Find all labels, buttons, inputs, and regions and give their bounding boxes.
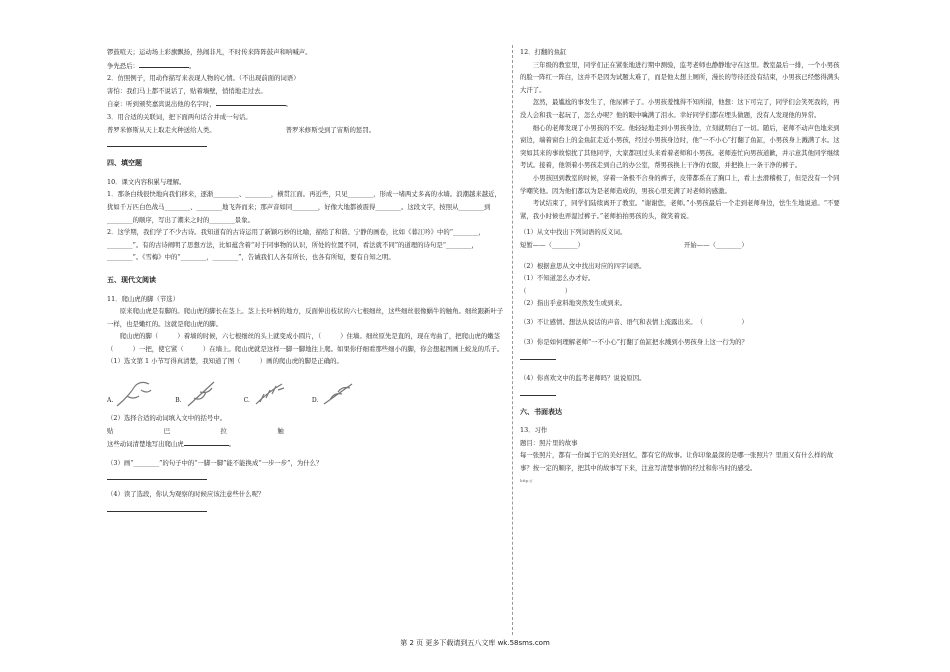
question: （1）从文中找出下列词语的反义词。 <box>520 228 627 237</box>
section-heading: 六、书面表达 <box>520 407 562 416</box>
sub-question: （2）指出乎意料地突然发生或到来。 <box>520 299 627 308</box>
page-footer: 第 2 页 更多下载请到五八文库 wk.58sms.com <box>400 639 550 647</box>
intro-line: 2．仿照例子，用动作描写来表现人物的心情。（不出现前面的词语） <box>107 74 300 83</box>
question: 2．这学期，我们学了不少古诗。我知道有的古诗运用了新颖巧妙的比喻，描绘了和谐、宁静的画卷，比如《暮江吟》中的“________，________”。有的古诗阐明了思想方法，比如蕴含着“对于同事物的认识，所处的位置不同，看法就不同”的道理的诗句是“________，________”。《雪梅》中的“________，________”，告诫我们人各有所长，也各有所短，要有自知之明。 <box>107 228 485 262</box>
option-d[interactable]: D. <box>312 378 361 408</box>
section-heading: 五、现代文阅读 <box>107 275 156 284</box>
answer-line[interactable] <box>107 469 207 480</box>
question: 11．爬山虎的脚（节选） <box>107 294 180 303</box>
option-b[interactable]: B. <box>175 378 223 408</box>
answer-line[interactable] <box>107 501 207 512</box>
left-column <box>107 46 507 512</box>
answer-paren[interactable]: （ ） <box>520 286 572 295</box>
column-divider <box>512 45 513 635</box>
question: （1）选文第 1 小节写得真清楚，我知道了图（ ）画的爬山虎的脚是正确的。 <box>107 357 343 366</box>
answer-line[interactable] <box>520 385 556 396</box>
question: 10．课文内容积累与理解。 <box>107 177 186 186</box>
paragraph: 考试结束了，同学们陆续离开了教室。“谢谢您，老师。”小男孩最后一个走到老师身边，怯生生地说道。“不要紧，我小时候也弄湿过裤子。”老师拍拍男孩的头，微笑着说。 <box>520 199 840 220</box>
question: （2）选择合适的动词填入文中的括号中。 <box>107 414 227 423</box>
section-heading: 四、填空题 <box>107 159 142 168</box>
vine-image-icon <box>320 378 360 408</box>
question: （4）你喜欢文中的监考老师吗？说说原因。 <box>520 374 646 383</box>
right-column <box>520 46 842 487</box>
vine-image-icon <box>184 378 224 408</box>
option-c[interactable]: C. <box>244 378 292 408</box>
answer-row[interactable]: 短暂——（________） 开始——（________） <box>520 240 748 249</box>
sub-question: （3）不让感情、想法从说话的声音、语气和表情上流露出来。 （ ） <box>520 317 748 326</box>
question: 1．那条白线很快地向我们移来，逐渐________、________，横贯江面。再近些，只见________，形成一堵两丈多高的水墙。浪潮越来越近，犹如千万匹白色战马________、________地飞奔而来；那声音如同________，好像大地都被震得________。这段文字，按照从________到________的顺序，写出了潮来之时的________景象。 <box>107 190 501 224</box>
option-a[interactable]: A. <box>107 378 155 408</box>
sub-question: （1）不知道怎么办才好。 <box>520 274 595 283</box>
paragraph: 爬山虎的脚（ ）着墙的时候，六七根细丝的头上就变成小圆片，（ ）住墙。细丝原先是直的，现在弯曲了，把爬山虎的嫩茎（ ）一把，使它紧（ ）在墙上。爬山虎就是这样一脚一脚地往上爬。如果你仔细看那些细小的脚，你会想起图画上蛟龙的爪子。 <box>107 332 504 353</box>
intro-line: 争先恐后： 。 <box>107 59 507 73</box>
answer-line[interactable] <box>107 136 207 147</box>
paragraph: 细心的老师发现了小男孩的不安。他轻轻地走到小男孩身边，立刻就明白了一切。随后，老师不动声色地来到窗边，端着窗台上的金鱼缸走近小男孩，经过小男孩身边时，他“一不小心”打翻了鱼缸，小男孩身上溅满了水。这突如其来的事故惊扰了其他同学，大家都回过头来看着老师和小男孩。老师连忙向男孩道歉，并示意其他同学继续考试。接着，他领着小男孩走到自己的办公室，帮男孩换上干净的衣服，并把换上一条干净的裤子。 <box>520 123 840 170</box>
intro-line: 3．用合适的关联词，把下面两句话合并成一句话。 <box>107 112 252 121</box>
intro-line: 普罗米修斯从天上取走火种送给人类。 普罗米修斯受到了宙斯的惩罚。 <box>107 125 376 134</box>
question: （3）画“________”的句子中的“一脚一脚”能不能换成“一步一步”，为什么？ <box>107 458 323 467</box>
paragraph: 忽然，最尴尬的事发生了，他尿裤子了。小男孩羞愧得不知所措，他想：这下可完了，同学们会笑死我的，再没人会和我一起玩了，怎么办呢？他的眼中噙满了泪水。幸好同学们都在埋头做题，没有人发现他的异常。 <box>520 98 840 119</box>
paragraph: 小男孩回到教室的时候，穿着一条极不合身的裤子，皮带都系在了胸口上，看上去滑稽极了，但是没有一个同学嘲笑他。因为他们都以为是老师造成的，男孩心里充满了对老师的感激。 <box>520 173 840 195</box>
question: 12．打翻的鱼缸 <box>520 48 567 56</box>
question: （3）你是如何理解老师“一不小心”打翻了鱼缸把水溅到小男孩身上这一行为的？ <box>520 338 748 347</box>
word-options: 贴 巴 拉 触 <box>107 426 306 435</box>
paragraph: 三年级的教室里，同学们正在紧张地进行期中测验，监考老师也静静地守在这里。教室最后一排，一个小男孩的脸一阵红一阵白，这并不是因为试题太难了，而是他太想上厕所，漫长的等待还没有结束，小男孩已经憋得满头大汗了。 <box>520 60 840 94</box>
question: （2）根据意思从文中找出对应的四字词语。 <box>520 261 646 270</box>
essay-title: 题目：照片里的故事 <box>520 438 578 447</box>
paragraph: 原来爬山虎是有脚的。爬山虎的脚长在茎上。茎上长叶柄的地方，反面伸出枝状的六七根细丝，这些细丝很像蜗牛的触角。细丝跟新叶子一样，也是嫩红的。这就是爬山虎的脚。 <box>107 307 504 328</box>
vine-image-icon <box>115 378 155 408</box>
question: 13．习作 <box>520 426 548 435</box>
vine-image-icon <box>252 378 292 408</box>
question: （4）读了选段，你认为观察的时候应该注意些什么呢？ <box>107 490 265 499</box>
intro-line: 害怕：我们马上都不说话了，贴着墙壁，悄悄地走过去。 <box>107 86 267 95</box>
answer-line[interactable] <box>520 349 556 360</box>
intro-line: 自豪：听到颁奖嘉宾说出他的名字时， 。 <box>107 97 507 111</box>
essay-prompt: 每一张照片，都有一份属于它的美好回忆，都有它的故事。让你印象最深的是哪一张照片？里面又有什么样的故事？按一定的顺序，把其中的故事写下来，注意写清楚事情的经过和你当时的感受。 <box>520 451 834 473</box>
question: 这些动词清楚地写出爬山虎 。 <box>107 437 507 451</box>
image-options <box>107 374 507 408</box>
intro-line: 锣鼓喧天；运动场上彩旗飘扬，热闹非凡，不时传来阵阵鼓声和呐喊声。 <box>107 48 312 56</box>
tiny-text: http:// <box>520 477 533 483</box>
